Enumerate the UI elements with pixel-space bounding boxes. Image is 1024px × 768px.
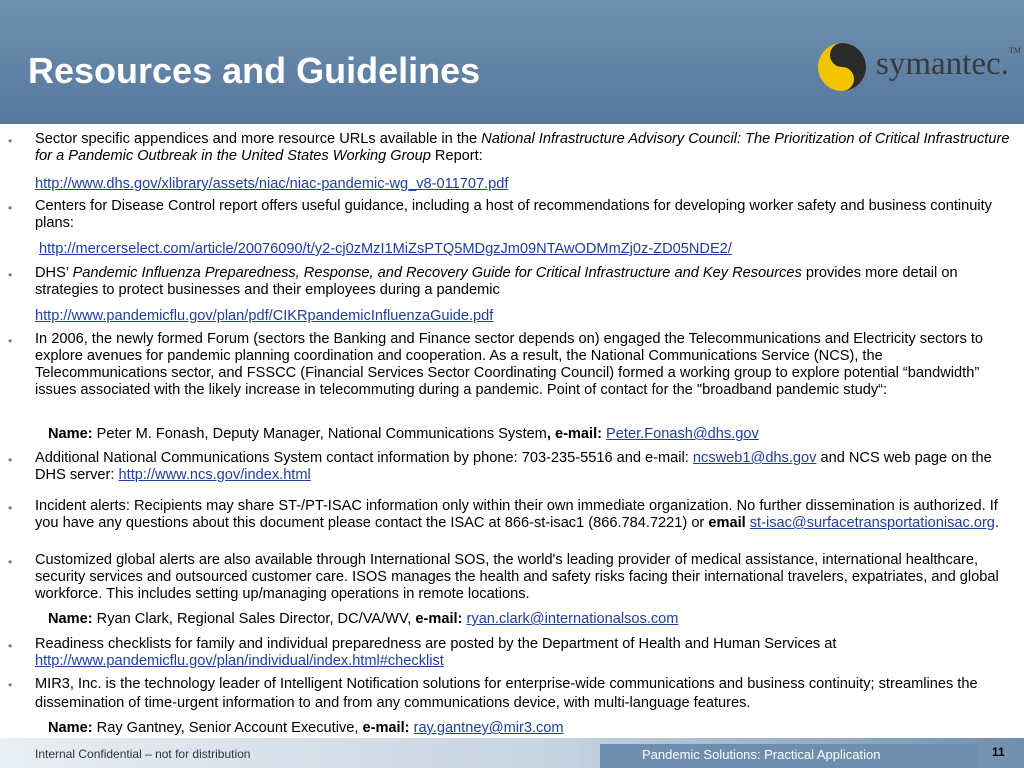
bullet-icon: • <box>8 639 13 653</box>
contact-line: Name: Ray Gantney, Senior Account Executive, e-mail: ray.gantney@mir3.com <box>48 720 564 736</box>
slide-content: • Sector specific appendices and more resource URLs available in the National Infrastructure Advisory Council: The Prioritization of Critical Infrastructure for a Pandemic Outbreak in the United States Working Group Report: http://www.dhs.gov/xlibrary/assets/niac/niac-pandemic-wg_v8-011707.pdf • Centers for Disease Control report offers useful guidance, including a host of recommendations for developing worker safety and business continuity plans: http://mercerselect.com/article/20076090/t/y2-cj0zMzI1MiZsPTQ5MDgzJm09NTAwODMmZj0z-ZD05NDE2/ • DHS’ Pandemic Influenza Preparedness, Response, and Recovery Guide for Critical Infrastructure and Key Resources provides more detail on strategies to protect businesses and their employees during a pandemic http://www.pandemicflu.gov/plan/pdf/CIKRpandemicInfluenzaGuide.pdf • In 2006, the newly formed Forum (sectors the Banking and Finance sector depends on) engaged the Telecommunications and Electricity sectors to explore avenues for pandemic planning coordination and cooperation. As a result, the National Communications Service (NCS), the Telecommunications sector, and FSSCC (Financial Services Sector Coordinating Council) formed a working group to explore potential “bandwidth” issues associated with the likely increase in telecommuting during a pandemic. Point of contact for the "broadband pandemic study“: Name: Peter M. Fonash, Deputy Manager, National Communications System, e-mail: Peter.Fonash@dhs.gov • Additional National Communications System contact information by phone: 703-235-5516 and e-mail: ncsweb1@dhs.gov and NCS web page on the DHS server: http://www.ncs.gov/index.html • Incident alerts: Recipients may share ST-/PT-ISAC information only within their own immediate organization. No further dissemination is authorized. If you have any questions about this document please contact the ISAC at 866-st-isac1 (866.784.7221) or email st-isac@surfacetransportationisac.org. • Customized global alerts are also available through International SOS, the world's leading provider of medical assistance, international healthcare, security services and outsourced customer care. ISOS manages the health and safety risks facing their international travelers, expatriates, and global workforce. This includes setting up/managing operations in remote locations. Name: Ryan Clark, Regional Sales Director, DC/VA/WV, e-mail: ryan.clark@internationalsos.com • Readiness checklists for family and individual preparedness are posted by the Department of Health and Human Services at http://www.pandemicflu.gov/plan/individual/index.html#checklist • MIR3, Inc. is the technology leader of Intelligent Notification solutions for enterprise-wide communications and business continuity; streamlines the dissemination of time-urgent information to and from any communications device, with multi-language features. Name: Ray Gantney, Senior Account Executive, e-mail: ray.gantney@mir3.com <box>8 131 1010 736</box>
email-link[interactable]: Peter.Fonash@dhs.gov <box>606 426 759 442</box>
bullet-icon: • <box>8 501 13 515</box>
bullet-icon: • <box>8 334 13 348</box>
bullet-icon: • <box>8 268 13 282</box>
slide-footer <box>0 738 1024 768</box>
bullet-icon: • <box>8 678 13 692</box>
confidential-notice: Internal Confidential – not for distribution <box>35 747 251 761</box>
bullet-icon: • <box>8 201 13 215</box>
contact-line: Name: Peter M. Fonash, Deputy Manager, National Communications System, e-mail: Peter.Fonash@dhs.gov <box>48 426 759 442</box>
symantec-logo <box>816 40 1021 96</box>
symantec-logo-icon <box>816 40 872 96</box>
bullet-icon: • <box>8 134 13 148</box>
symantec-logo-text: symantec.™ <box>876 46 1021 82</box>
footer-title: Pandemic Solutions: Practical Application <box>642 747 881 762</box>
bullet-icon: • <box>8 453 13 467</box>
bullet-icon: • <box>8 555 13 569</box>
slide-header <box>0 0 1024 124</box>
contact-line: Name: Ryan Clark, Regional Sales Director, DC/VA/WV, e-mail: ryan.clark@internationalsos.com <box>48 611 679 627</box>
email-link[interactable]: ray.gantney@mir3.com <box>413 720 564 736</box>
cdc-report-link[interactable]: http://mercerselect.com/article/20076090/t/y2-cj0zMzI1MiZsPTQ5MDgzJm09NTAwODMmZj0z-ZD05NDE2/ <box>39 241 732 257</box>
dhs-guide-link[interactable]: http://www.pandemicflu.gov/plan/pdf/CIKRpandemicInfluenzaGuide.pdf <box>35 308 494 324</box>
page-number: 11 <box>992 745 1005 759</box>
email-link[interactable]: ryan.clark@internationalsos.com <box>466 611 679 627</box>
email-link[interactable]: ncsweb1@dhs.gov <box>692 450 817 466</box>
checklist-link[interactable]: http://www.pandemicflu.gov/plan/individual/index.html#checklist <box>35 653 444 669</box>
footer-title-bar <box>600 744 978 768</box>
niac-report-link[interactable]: http://www.dhs.gov/xlibrary/assets/niac/niac-pandemic-wg_v8-011707.pdf <box>35 176 509 192</box>
ncs-web-link[interactable]: http://www.ncs.gov/index.html <box>118 467 311 483</box>
email-link[interactable]: st-isac@surfacetransportationisac.org <box>749 515 995 531</box>
page-title: Resources and Guidelines <box>28 50 481 91</box>
